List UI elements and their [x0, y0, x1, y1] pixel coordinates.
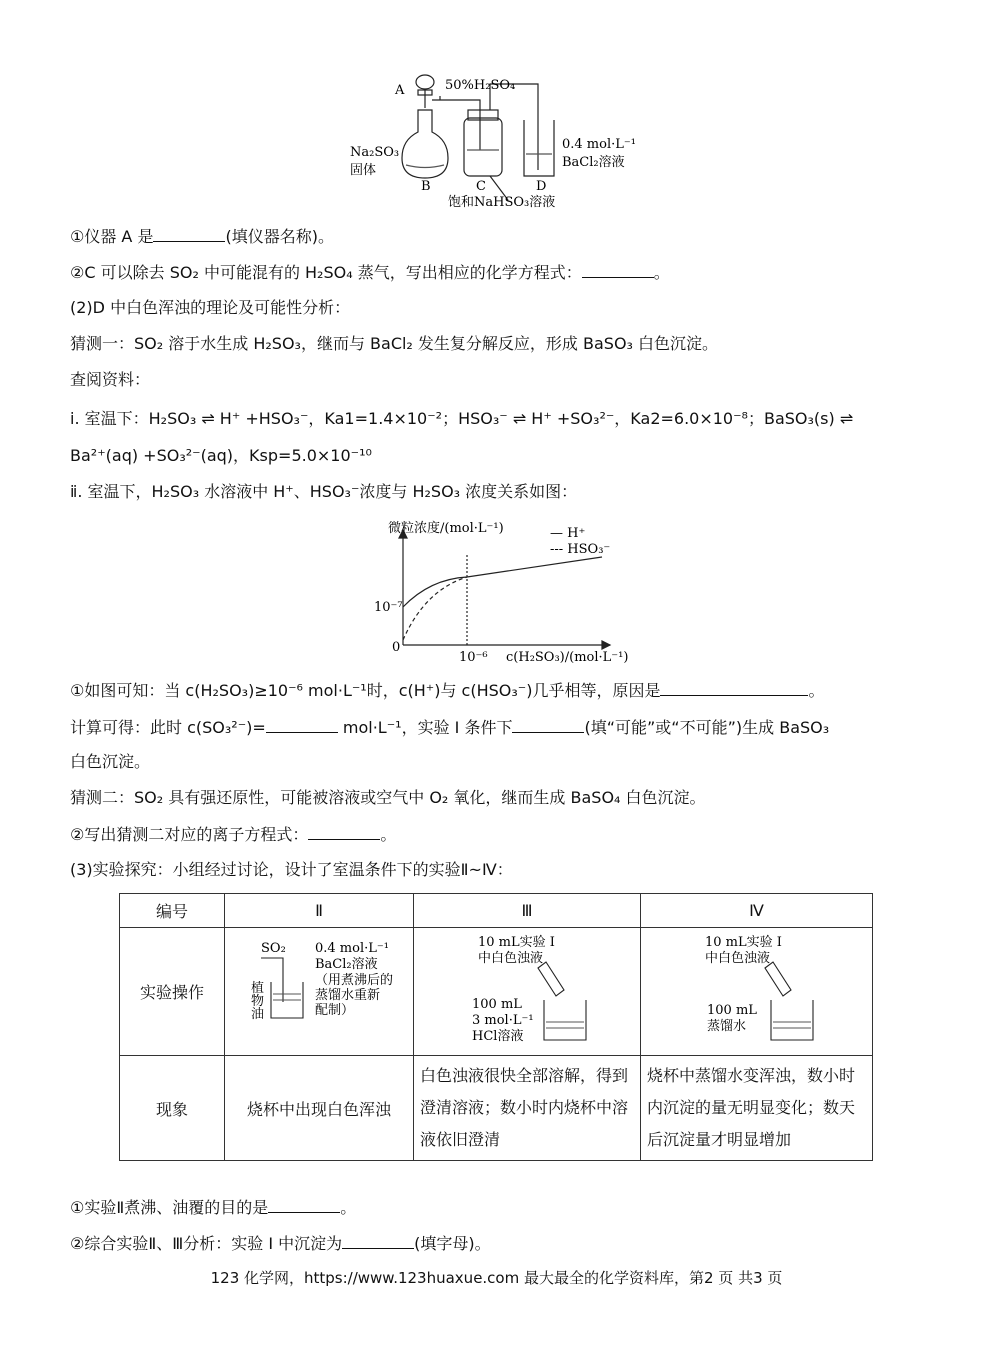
calc-line-2: 白色沉淀。	[70, 752, 151, 771]
exp3-c: 100 mL	[472, 997, 522, 1012]
experiment-table	[119, 893, 873, 1161]
lookup-label: 查阅资料：	[70, 370, 151, 389]
exp3-e: HCl溶液	[472, 1029, 524, 1044]
label-na2so3: Na₂SO₃	[350, 145, 400, 160]
graph-ylabel: 微粒浓度/(mol·L⁻¹)	[388, 521, 504, 536]
label-conc: 0.4 mol·L⁻¹	[562, 137, 636, 152]
page-footer: 123 化学网，https://www.123huaxue.com 最大最全的化学资料库，第2 页 共3 页	[210, 1269, 783, 1287]
exp4-c: 100 mL	[707, 1003, 757, 1018]
exp2-bacl2: BaCl₂溶液	[315, 957, 378, 972]
answer-blank[interactable]	[266, 716, 338, 733]
exp2-conc: 0.4 mol·L⁻¹	[315, 941, 389, 956]
exp3-b: 中白色浊液	[478, 951, 544, 966]
operation-3	[414, 928, 641, 1056]
answer-1: ①如图可知：当 c(H₂SO₃)≥10⁻⁶ mol·L⁻¹时，c(H⁺)与 c(HSO₃⁻)几乎相等，原因是 。	[70, 681, 825, 700]
question-2: ②C 可以除去 SO₂ 中可能混有的 H₂SO₄ 蒸气，写出相应的化学方程式： 。	[70, 263, 670, 282]
y-tick: 10⁻⁷	[374, 600, 403, 615]
header-id: 编号	[120, 894, 225, 928]
operation-2	[225, 928, 414, 1056]
label-b: B	[421, 179, 431, 194]
legend-h: — H⁺	[550, 526, 586, 541]
exp4-diagram	[647, 932, 859, 1047]
exp2-diagram	[231, 932, 401, 1047]
calc-line: 计算可得：此时 c(SO₃²⁻)= mol·L⁻¹，实验 I 条件下 (填“可能”或“不可能”)生成 BaSO₃	[70, 718, 830, 737]
row-label-phenomenon: 现象	[120, 1056, 225, 1161]
apparatus-figure	[340, 70, 660, 210]
label-nahso3: 饱和NaHSO₃溶液	[448, 195, 556, 210]
exp3-d: 3 mol·L⁻¹	[472, 1013, 534, 1028]
label-solid: 固体	[350, 163, 377, 178]
label-a: A	[395, 83, 405, 98]
legend-hso3: --- HSO₃⁻	[550, 542, 611, 557]
exp2-note1: （用煮沸后的	[315, 973, 394, 988]
data-ii: ⅱ. 室温下，H₂SO₃ 水溶液中 H⁺、HSO₃⁻浓度与 H₂SO₃ 浓度关系如图：	[70, 482, 578, 501]
answer-blank[interactable]	[660, 679, 808, 696]
exp3-a: 10 mL实验 I	[478, 935, 555, 950]
exp2-note2: 蒸馏水重新	[315, 988, 381, 1003]
row-label-operation: 实验操作	[120, 928, 225, 1056]
answer-blank[interactable]	[268, 1196, 340, 1213]
hso3-curve	[403, 577, 467, 640]
guess-1: 猜测一：SO₂ 溶于水生成 H₂SO₃，继而与 BaCl₂ 发生复分解反应，形成 BaSO₃ 白色沉淀。	[70, 334, 719, 353]
phenomenon-2: 烧杯中出现白色浑浊	[225, 1056, 414, 1161]
phenomenon-4: 烧杯中蒸馏水变浑浊，数小时内沉淀的量无明显变化；数天后沉淀量才明显增加	[641, 1056, 873, 1161]
exp4-a: 10 mL实验 I	[705, 935, 782, 950]
exp2-so2: SO₂	[261, 941, 286, 956]
exp2-oil3: 油	[251, 1007, 265, 1022]
answer-blank[interactable]	[153, 225, 225, 242]
header-2: Ⅱ	[225, 894, 414, 928]
h-plus-curve	[403, 557, 602, 607]
answer-blank[interactable]	[342, 1232, 414, 1249]
data-i-line2: Ba²⁺(aq) +SO₃²⁻(aq)，Ksp=5.0×10⁻¹⁰	[70, 446, 372, 465]
operation-4	[641, 928, 873, 1056]
label-c: C	[476, 179, 486, 194]
part-2-heading: (2)D 中白色浑浊的理论及可能性分析：	[70, 298, 351, 317]
exp2-note3: 配制）	[315, 1003, 355, 1018]
label-d: D	[536, 179, 547, 194]
concentration-graph	[370, 515, 640, 670]
phenomenon-3: 白色浊液很快全部溶解，得到澄清溶液；数小时内烧杯中溶液依旧澄清	[414, 1056, 641, 1161]
guess-2: 猜测二：SO₂ 具有强还原性，可能被溶液或空气中 O₂ 氧化，继而生成 BaSO₄ 白色沉淀。	[70, 788, 706, 807]
exp3-diagram	[420, 932, 630, 1047]
data-i-line1: ⅰ. 室温下：H₂SO₃ ⇌ H⁺ +HSO₃⁻，Ka1=1.4×10⁻²；HSO₃⁻ ⇌ H⁺ +SO₃²⁻，Ka2=6.0×10⁻⁸；BaSO₃(s) ⇌	[70, 409, 854, 428]
origin-label: 0	[392, 640, 401, 655]
question-ion: ②写出猜测二对应的离子方程式： 。	[70, 825, 397, 844]
header-3: Ⅲ	[414, 894, 641, 928]
question-1: ①仪器 A 是 (填仪器名称)。	[70, 227, 334, 246]
question-combined: ②综合实验Ⅱ、Ⅲ分析：实验 I 中沉淀为 (填字母)。	[70, 1234, 491, 1253]
label-acid: 50%H₂SO₄	[445, 78, 516, 93]
exp4-b: 中白色浊液	[705, 951, 771, 966]
part-3-heading: (3)实验探究：小组经过讨论，设计了室温条件下的实验Ⅱ~Ⅳ：	[70, 860, 513, 879]
x-tick: 10⁻⁶	[459, 650, 488, 665]
label-bacl2: BaCl₂溶液	[562, 155, 625, 170]
answer-blank[interactable]	[512, 716, 584, 733]
exp2-oil2: 物	[251, 994, 265, 1009]
answer-blank[interactable]	[308, 823, 380, 840]
answer-blank[interactable]	[582, 261, 654, 278]
header-4: Ⅳ	[641, 894, 873, 928]
question-boil: ①实验Ⅱ煮沸、油覆的目的是 。	[70, 1198, 357, 1217]
exp4-d: 蒸馏水	[707, 1019, 747, 1034]
graph-xlabel: c(H₂SO₃)/(mol·L⁻¹)	[506, 650, 629, 665]
exp2-oil1: 植	[251, 981, 265, 996]
